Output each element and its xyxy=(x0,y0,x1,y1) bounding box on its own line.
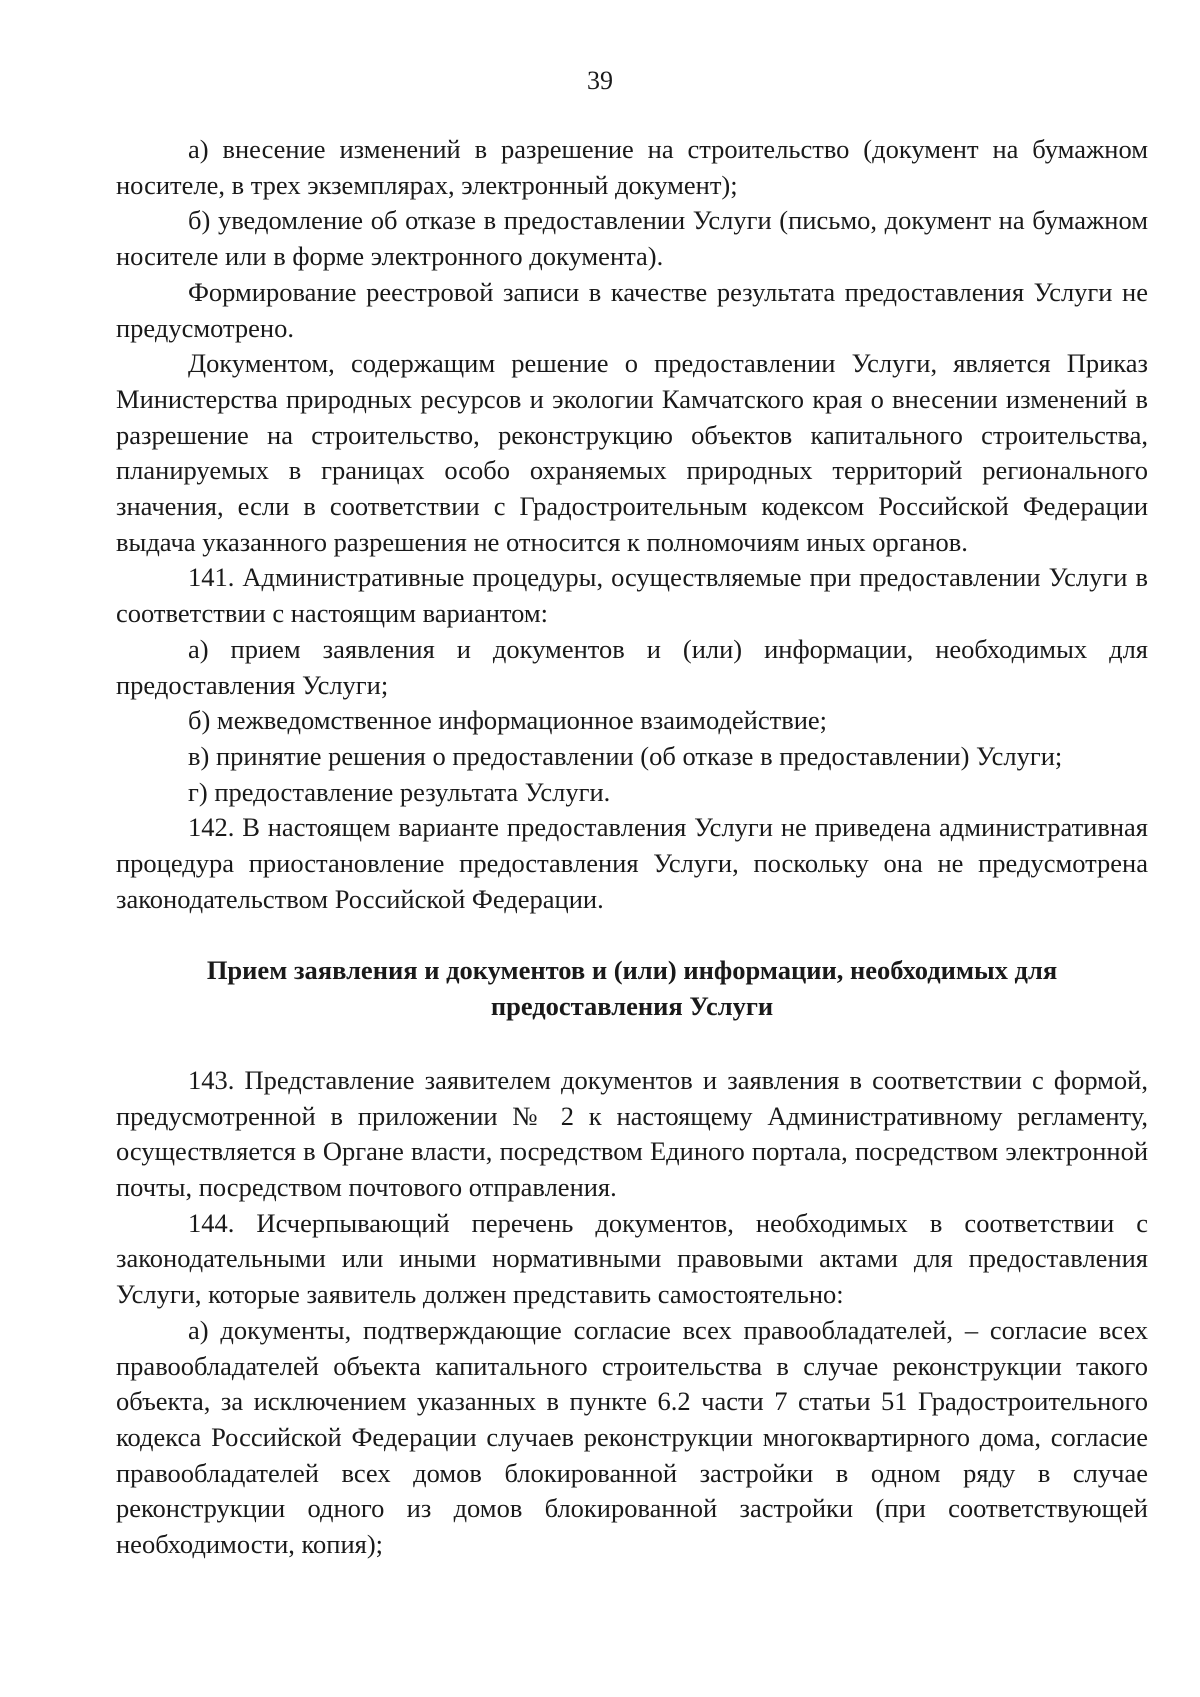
paragraph-143: 143. Представление заявителем документов и заявления в соответствии с формой, предусмотренной в приложении № 2 к настоящему Административному регламенту, осуществляется в Органе власти, посредством Единого портала, посредством электронной почты, посредством почтового отправления. xyxy=(116,1064,1148,1202)
paragraph-141: 141. Административные процедуры, осуществляемые при предоставлении Услуги в соответствии с настоящим вариантом: xyxy=(116,562,1148,629)
paragraph-142: 142. В настоящем варианте предоставления Услуги не приведена административная процедура приостановление предоставления Услуги, поскольку она не предусмотрена законодательством Российской Федерации. xyxy=(116,812,1148,914)
page-number: 39 xyxy=(587,66,613,95)
paragraph-result-a: а) внесение изменений в разрешение на строительство (документ на бумажном носителе, в трех экземплярах, электронный документ); xyxy=(116,134,1148,200)
paragraph-141-b: б) межведомственное информационное взаимодействие; xyxy=(188,705,828,736)
paragraph-result-b: б) уведомление об отказе в предоставлении Услуги (письмо, документ на бумажном носителе или в форме электронного документа). xyxy=(116,205,1148,272)
paragraph-registry-record: Формирование реестровой записи в качестве результата предоставления Услуги не предусмотрено. xyxy=(116,276,1148,343)
document-body xyxy=(116,132,1148,1563)
paragraph-144-a: а) документы, подтверждающие согласие всех правообладателей, – согласие всех правообладателей объекта капитального строительства в случае реконструкции такого объекта, за исключением указанных в пункте 6.2 части 7 статьи 51 Градостроительного кодекса Российской Федерации случаев реконструкции многоквартирного дома, согласие правообладателей всех домов блокированной застройки в одном ряду в случае реконструкции одного из домов блокированной застройки (при соответствующей необходимости, копия); xyxy=(116,1314,1148,1560)
paragraph-decision-document: Документом, содержащим решение о предоставлении Услуги, является Приказ Министерства природных ресурсов и экологии Камчатского края о внесении изменений в разрешение на строительство, реконструкцию объектов капитального строительства, планируемых в границах особо охраняемых природных территорий регионального значения, если в соответствии с Градостроительным кодексом Российской Федерации выдача указанного разрешения не относится к полномочиям иных органов. xyxy=(116,348,1148,557)
paragraph-141-d: г) предоставление результата Услуги. xyxy=(188,776,611,807)
paragraph-141-a: а) прием заявления и документов и (или) информации, необходимых для предоставления Услуги; xyxy=(116,633,1148,700)
paragraph-141-c: в) принятие решения о предоставлении (об отказе в предоставлении) Услуги; xyxy=(188,740,1063,771)
section-heading: Прием заявления и документов и (или) информации, необходимых для предоставления Услуги xyxy=(206,955,1058,1022)
paragraph-144: 144. Исчерпывающий перечень документов, необходимых в соответствии с законодательными или иными нормативными правовыми актами для предоставления Услуги, которые заявитель должен представить самостоятельно: xyxy=(116,1207,1148,1310)
